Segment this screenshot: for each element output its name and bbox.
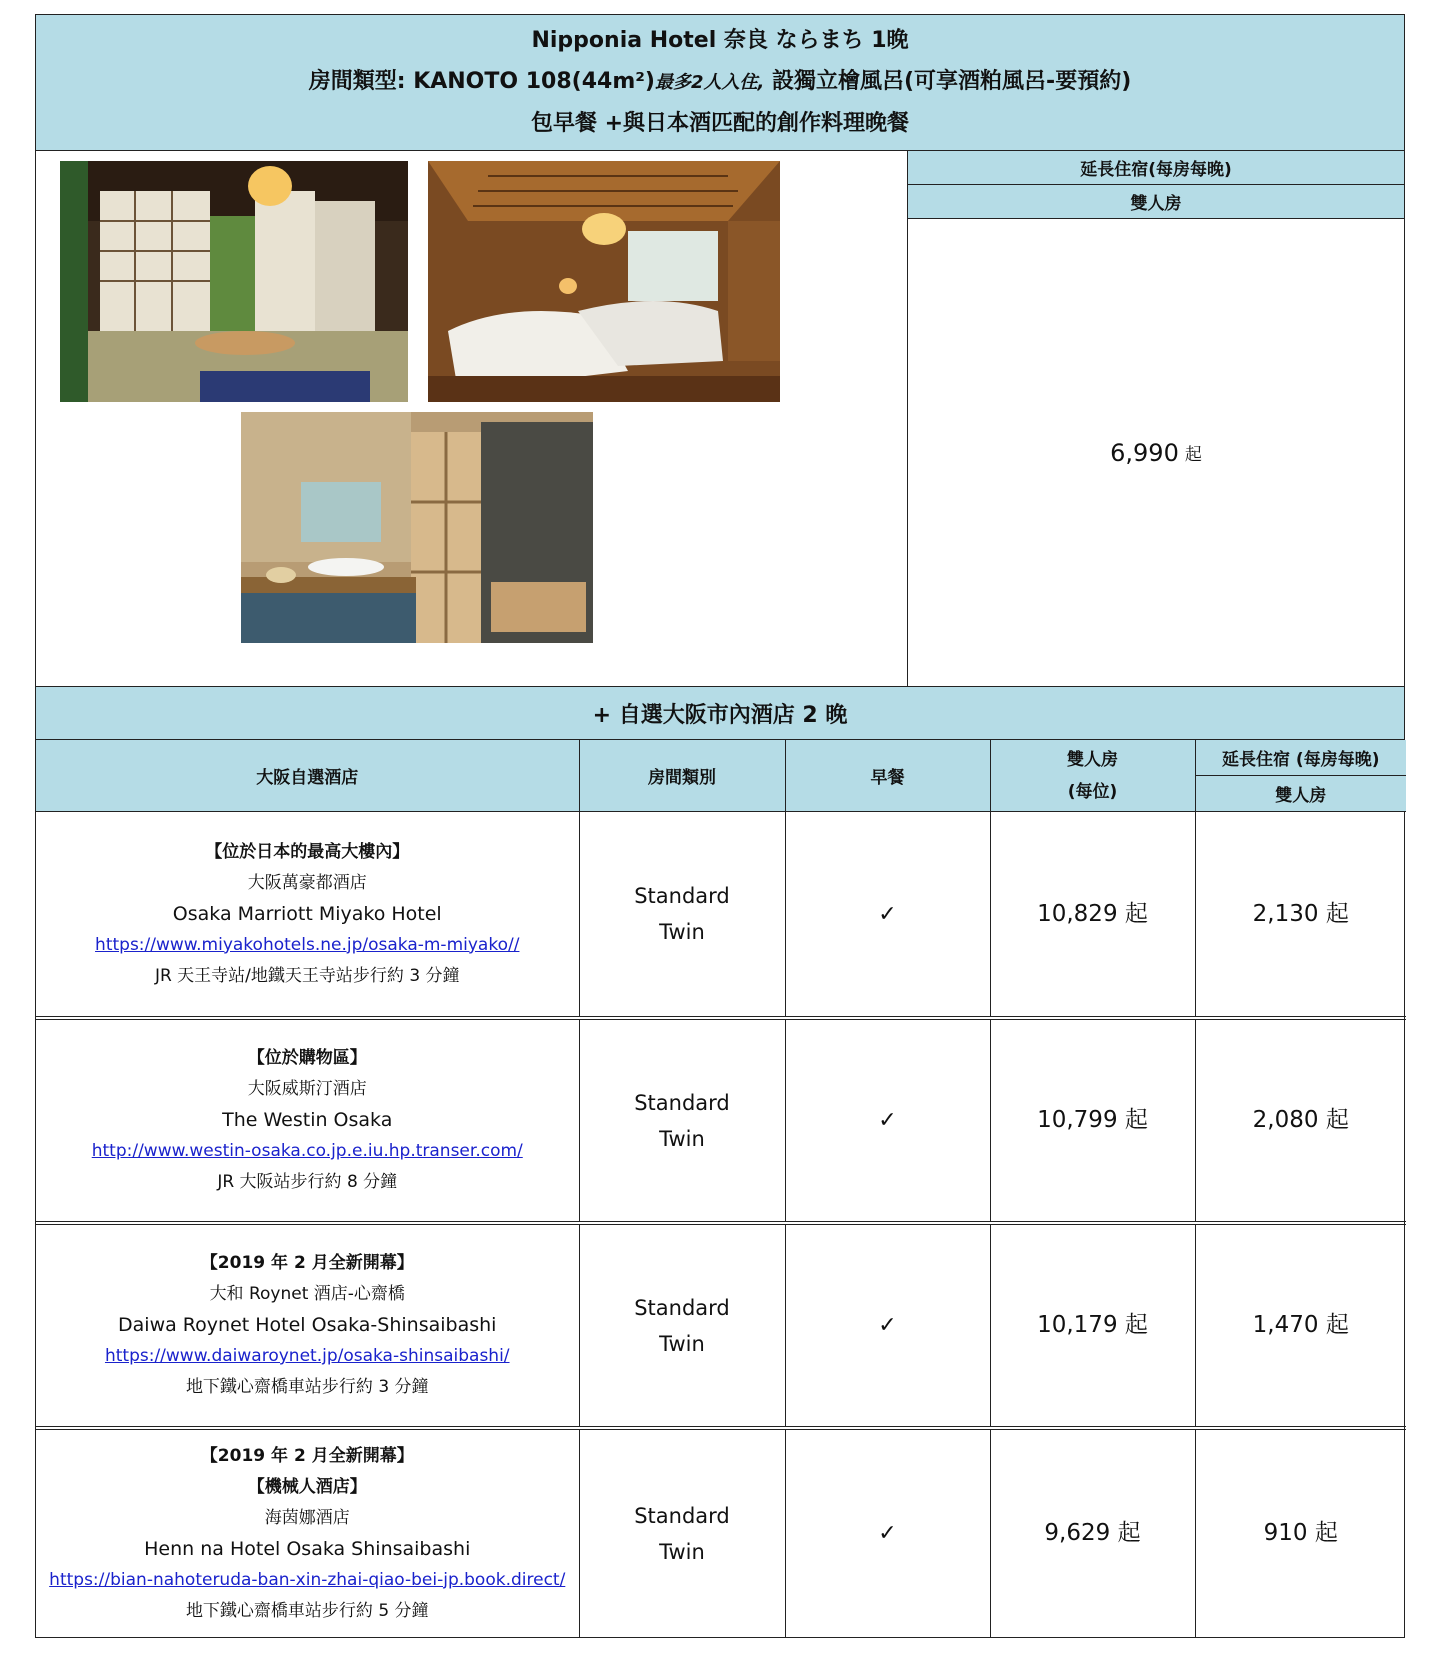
- hotel-row: [36, 812, 1406, 1019]
- hotel-cell: [36, 1428, 579, 1637]
- package-table: [35, 14, 1405, 1638]
- breakfast-check-icon: ✓: [785, 1018, 990, 1223]
- extension-price: 6,990 起: [1110, 438, 1202, 467]
- max-occupancy: 最多2人入住,: [654, 72, 765, 93]
- bathroom-photo: [241, 412, 593, 643]
- hotel-name-zh: 大阪威斯汀酒店: [247, 1079, 367, 1099]
- hotel-cell: [36, 1223, 579, 1428]
- room-type: Standard Twin: [579, 1018, 785, 1223]
- room-type-line: 房間類型: KANOTO 108(44m²)最多2人入住, 設獨立檜風呂(可享酒粕風呂-要預約): [308, 69, 1132, 94]
- meal-line: 包早餐 +與日本酒匹配的創作料理晚餐: [530, 111, 910, 136]
- col-room-type: 房間類別: [579, 740, 785, 812]
- osaka-hotel-table: [36, 740, 1406, 1637]
- hotel-tag: 【位於日本的最高大樓內】: [205, 841, 410, 862]
- room-type: Standard Twin: [579, 1223, 785, 1428]
- hotel-link[interactable]: https://www.miyakohotels.ne.jp/osaka-m-miyako//: [95, 934, 520, 955]
- breakfast-check-icon: ✓: [785, 812, 990, 1019]
- hotel-tag: 【機械人酒店】: [247, 1476, 367, 1497]
- breakfast-check-icon: ✓: [785, 1428, 990, 1637]
- col-extension: 延長住宿 (每房每晚): [1195, 740, 1406, 776]
- hotel-name-en: Osaka Marriott Miyako Hotel: [172, 902, 442, 925]
- room-photos: [36, 151, 908, 686]
- hotel-row: [36, 1428, 1406, 1637]
- extension-price: 2,080 起: [1195, 1018, 1406, 1223]
- package-header: [36, 15, 1404, 151]
- tatami-room-photo: [60, 161, 408, 402]
- hotel-cell: [36, 812, 579, 1019]
- hotel-name-en: Daiwa Roynet Hotel Osaka-Shinsaibashi: [118, 1314, 497, 1336]
- nara-extension: [908, 151, 1404, 686]
- col-extension-double: 雙人房: [1195, 776, 1406, 812]
- double-price: 10,179 起: [990, 1223, 1195, 1428]
- col-breakfast: 早餐: [785, 740, 990, 812]
- double-price: 10,829 起: [990, 812, 1195, 1019]
- hotel-access: 地下鐵心齋橋車站步行約 5 分鐘: [185, 1600, 429, 1621]
- hotel-name-zh: 大阪萬豪都酒店: [247, 872, 367, 893]
- osaka-section-title: + 自選大阪市內酒店 2 晚: [36, 687, 1404, 740]
- hotel-access: 地下鐵心齋橋車站步行約 3 分鐘: [185, 1377, 429, 1397]
- hotel-title: Nipponia Hotel 奈良 ならまち 1晚: [531, 28, 909, 53]
- hotel-link[interactable]: http://www.westin-osaka.co.jp.e.iu.hp.transer.com/: [91, 1141, 523, 1161]
- twin-bedroom-photo: [428, 161, 780, 402]
- hotel-tag: 【2019 年 2 月全新開幕】: [200, 1253, 414, 1273]
- col-double: 雙人房 (每位): [990, 740, 1195, 812]
- hotel-name-zh: 海茵娜酒店: [264, 1507, 350, 1528]
- extension-price: 2,130 起: [1195, 812, 1406, 1019]
- extension-price: 1,470 起: [1195, 1223, 1406, 1428]
- extension-room-type: 雙人房: [908, 185, 1404, 219]
- hotel-access: JR 天王寺站/地鐵天王寺站步行約 3 分鐘: [154, 965, 460, 986]
- hotel-row: [36, 1223, 1406, 1428]
- hotel-link[interactable]: https://bian-nahoteruda-ban-xin-zhai-qiao-bei-jp.book.direct/: [49, 1569, 566, 1590]
- extension-price: 910 起: [1195, 1428, 1406, 1637]
- double-price: 9,629 起: [990, 1428, 1195, 1637]
- hotel-name-en: The Westin Osaka: [222, 1109, 393, 1131]
- hotel-name-zh: 大和 Roynet 酒店-心齋橋: [209, 1284, 405, 1304]
- hotel-access: JR 大阪站步行約 8 分鐘: [217, 1172, 398, 1192]
- room-type: Standard Twin: [579, 812, 785, 1019]
- room-type: Standard Twin: [579, 1428, 785, 1637]
- hotel-cell: [36, 1018, 579, 1223]
- hotel-tag: 【位於購物區】: [247, 1048, 367, 1068]
- hotel-link[interactable]: https://www.daiwaroynet.jp/osaka-shinsaibashi/: [104, 1346, 510, 1366]
- hotel-name-en: Henn na Hotel Osaka Shinsaibashi: [144, 1537, 471, 1560]
- breakfast-check-icon: ✓: [785, 1223, 990, 1428]
- col-hotel: 大阪自選酒店: [36, 740, 579, 812]
- hotel-row: [36, 1018, 1406, 1223]
- extension-title: 延長住宿(每房每晚): [908, 151, 1404, 185]
- double-price: 10,799 起: [990, 1018, 1195, 1223]
- hotel-tag: 【2019 年 2 月全新開幕】: [200, 1445, 414, 1466]
